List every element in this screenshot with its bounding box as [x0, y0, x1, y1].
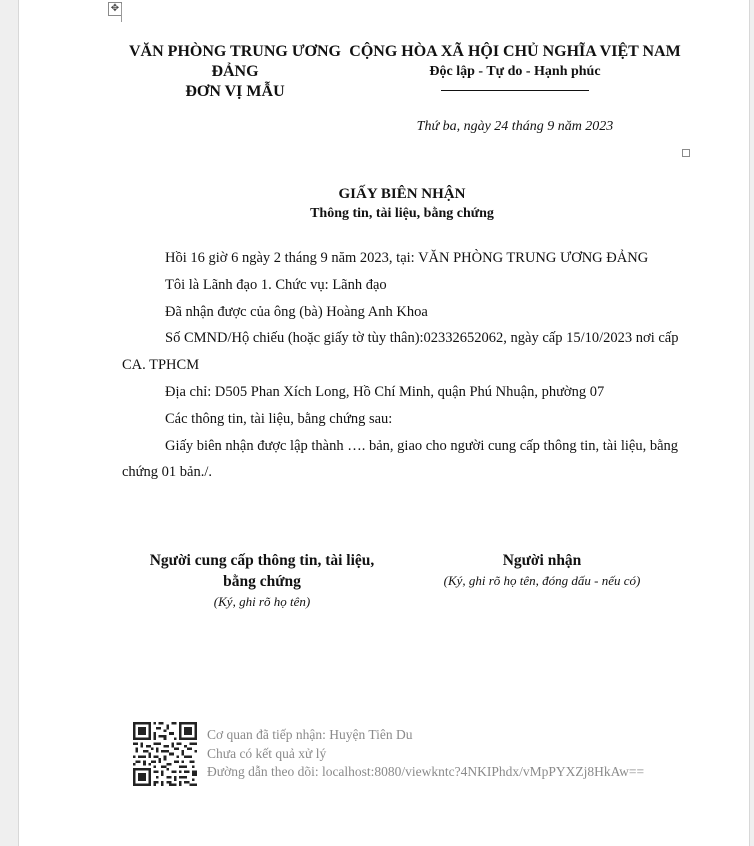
- document-body: [122, 245, 688, 486]
- motto-underline: [441, 90, 589, 91]
- organization-header: [127, 42, 343, 102]
- document-page: [18, 0, 750, 846]
- tracking-footer: [207, 726, 737, 782]
- provider-signature-title-line2: bằng chứng: [223, 573, 301, 590]
- provider-id-document: Số CMND/Hộ chiếu (hoặc giấy tờ tùy thân):02332652062, ngày cấp 15/10/2023 nơi cấp CA. TPHCM: [122, 330, 679, 374]
- org-unit-name: ĐƠN VỊ MẪU: [185, 83, 285, 100]
- provider-signature-note: (Ký, ghi rõ họ tên): [213, 594, 311, 609]
- materials-intro: Các thông tin, tài liệu, bằng chứng sau:: [165, 410, 393, 427]
- receiving-agency: Cơ quan đã tiếp nhận: Huyện Tiên Du: [207, 727, 413, 742]
- table-resize-handle-icon[interactable]: [682, 149, 690, 157]
- nation-name: CỘNG HÒA XÃ HỘI CHỦ NGHĨA VIỆT NAM: [349, 43, 681, 60]
- document-title-block: [119, 184, 685, 224]
- provider-signature-title-line1: Người cung cấp thông tin, tài liệu,: [149, 552, 375, 569]
- receiver-signature-note: (Ký, ghi rõ họ tên, đóng dấu - nếu có): [443, 573, 641, 588]
- provider-name: Đã nhận được của ông (bà) Hoàng Anh Khoa: [165, 303, 428, 320]
- copies-statement: Giấy biên nhận được lập thành …. bản, giao cho người cung cấp thông tin, tài liệu, bằng chứng 01 bản./.: [122, 437, 679, 481]
- tracking-link: Đường dẫn theo dõi: localhost:8080/viewkntc?4NKIPhdx/vMpPYXZj8HkAw==: [207, 764, 645, 779]
- provider-address: Địa chỉ: D505 Phan Xích Long, Hồ Chí Minh, quận Phú Nhuận, phường 07: [165, 383, 605, 400]
- qr-code-icon: [133, 722, 197, 786]
- table-handle-stem: [121, 4, 122, 22]
- document-title: GIẤY BIÊN NHẬN: [338, 186, 466, 202]
- national-header: [349, 42, 681, 91]
- processing-status: Chưa có kết quả xử lý: [207, 745, 327, 761]
- org-name-line1: VĂN PHÒNG TRUNG ƯƠNG: [129, 43, 341, 60]
- table-move-handle-icon[interactable]: ✥: [108, 2, 122, 16]
- receiver-identity: Tôi là Lãnh đạo 1. Chức vụ: Lãnh đạo: [165, 276, 387, 293]
- receiver-signature-title: Người nhận: [502, 552, 582, 569]
- national-motto: Độc lập - Tự do - Hạnh phúc: [429, 64, 601, 79]
- document-subtitle: Thông tin, tài liệu, bằng chứng: [310, 206, 494, 221]
- document-date: Thứ ba, ngày 24 tháng 9 năm 2023: [416, 119, 614, 134]
- provider-signature-block: [131, 550, 393, 612]
- receiver-signature-block: [421, 550, 663, 591]
- receipt-time-place: Hồi 16 giờ 6 ngày 2 tháng 9 năm 2023, tại: VĂN PHÒNG TRUNG ƯƠNG ĐẢNG: [165, 250, 649, 266]
- org-name-line2: ĐẢNG: [211, 63, 259, 80]
